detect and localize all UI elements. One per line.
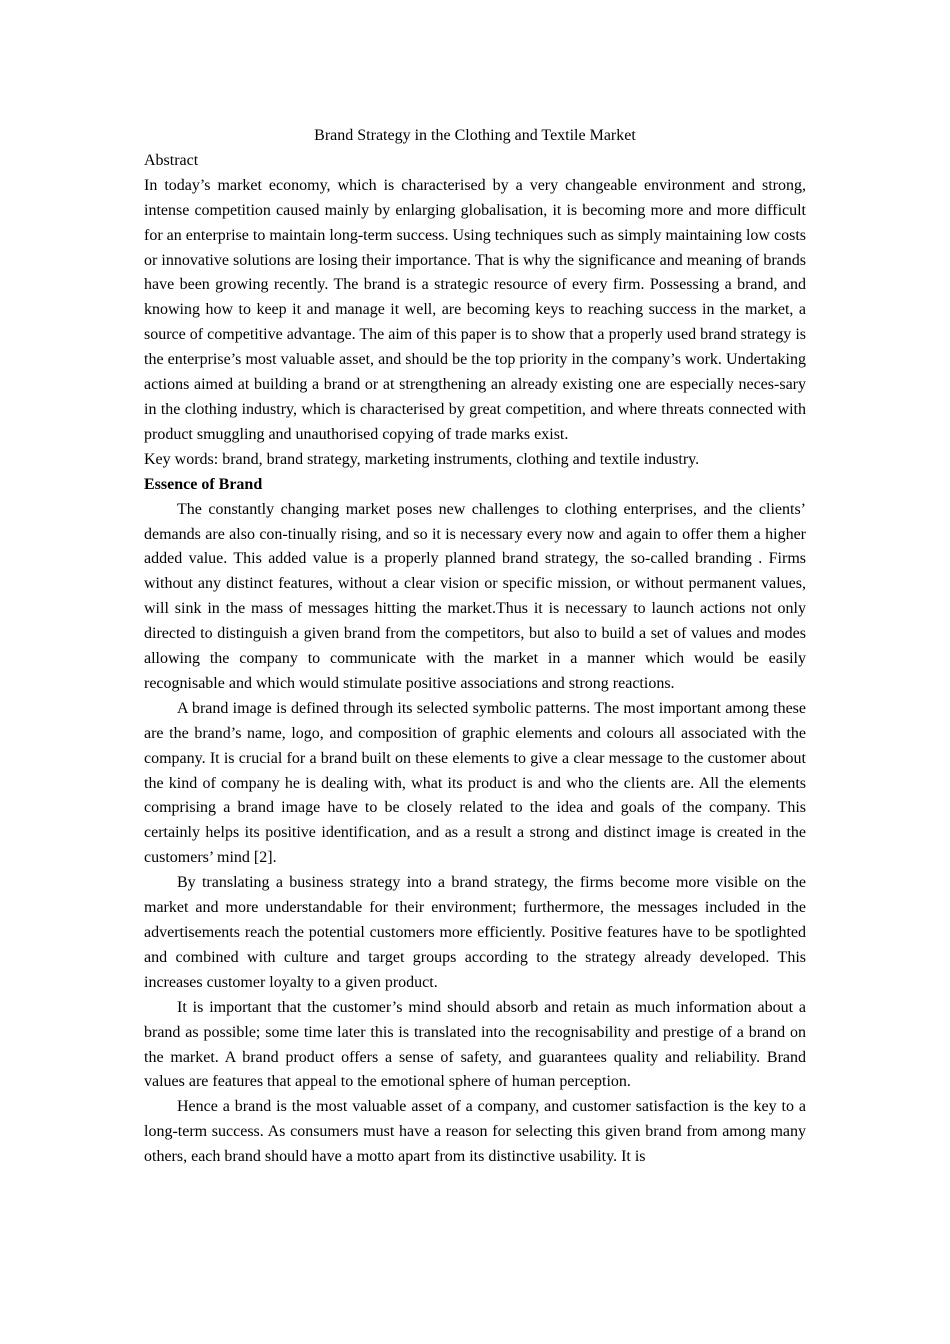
section-heading: Essence of Brand [144,475,263,493]
body-paragraph: The constantly changing market poses new challenges to clothing enterprises, and the clients’ demands are also con-tinually rising, and so it is necessary every now and again to offer them a higher added value. This added value is a properly planned brand strategy, the so-called branding . Firms without any distinct features, without a clear vision or specific mission, or without permanent values, will sink in the mass of messages hitting the market.Thus it is necessary to launch actions not only directed to distinguish a given brand from the competitors, but also to build a set of values and modes allowing the company to communicate with the market in a manner which would be easily recognisable and which would stimulate positive associations and strong reactions. [144,500,806,692]
body-paragraph: A brand image is defined through its selected symbolic patterns. The most important among these are the brand’s name, logo, and composition of graphic elements and colours all associated with the company. It is crucial for a brand built on these elements to give a clear message to the customer about the kind of company he is dealing with, what its product is and who the clients are. All the elements comprising a brand image have to be closely related to the idea and goals of the company. This certainly helps its positive identification, and as a result a strong and distinct image is created in the customers’ mind [2]. [144,699,806,867]
keywords: Key words: brand, brand strategy, marketing instruments, clothing and textile industry. [144,450,700,468]
abstract-label: Abstract [144,151,199,169]
document-page [144,124,806,1170]
abstract-text: In today’s market economy, which is characterised by a very changeable environment and strong, intense competition caused mainly by enlarging globalisation, it is becoming more and more difficult for an enterprise to maintain long-term success. Using techniques such as simply maintaining low costs or innovative solutions are losing their importance. That is why the significance and meaning of brands have been growing recently. The brand is a strategic resource of every firm. Possessing a brand, and knowing how to keep it and manage it well, are becoming keys to reaching success in the market, a source of competitive advantage. The aim of this paper is to show that a properly used brand strategy is the enterprise’s most valuable asset, and should be the top priority in the company’s work. Undertaking actions aimed at building a brand or at strengthening an already existing one are especially neces-sary in the clothing industry, which is characterised by great competition, and where threats connected with product smuggling and unauthorised copying of trade marks exist. [144,176,806,443]
body-paragraph: It is important that the customer’s mind should absorb and retain as much information about a brand as possible; some time later this is translated into the recognisability and prestige of a brand on the market. A brand product offers a sense of safety, and guarantees quality and reliability. Brand values are features that appeal to the emotional sphere of human perception. [144,998,806,1091]
body-paragraph: Hence a brand is the most valuable asset of a company, and customer satisfaction is the key to a long-term success. As consumers must have a reason for selecting this given brand from among many others, each brand should have a motto apart from its distinctive usability. It is [144,1098,806,1166]
document-title: Brand Strategy in the Clothing and Textile Market [314,127,636,144]
body-paragraph: By translating a business strategy into a brand strategy, the firms become more visible on the market and more understandable for their environment; furthermore, the messages included in the advertisements reach the potential customers more efficiently. Positive features have to be spotlighted and combined with culture and target groups according to the strategy already developed. This increases customer loyalty to a given product. [144,874,806,991]
